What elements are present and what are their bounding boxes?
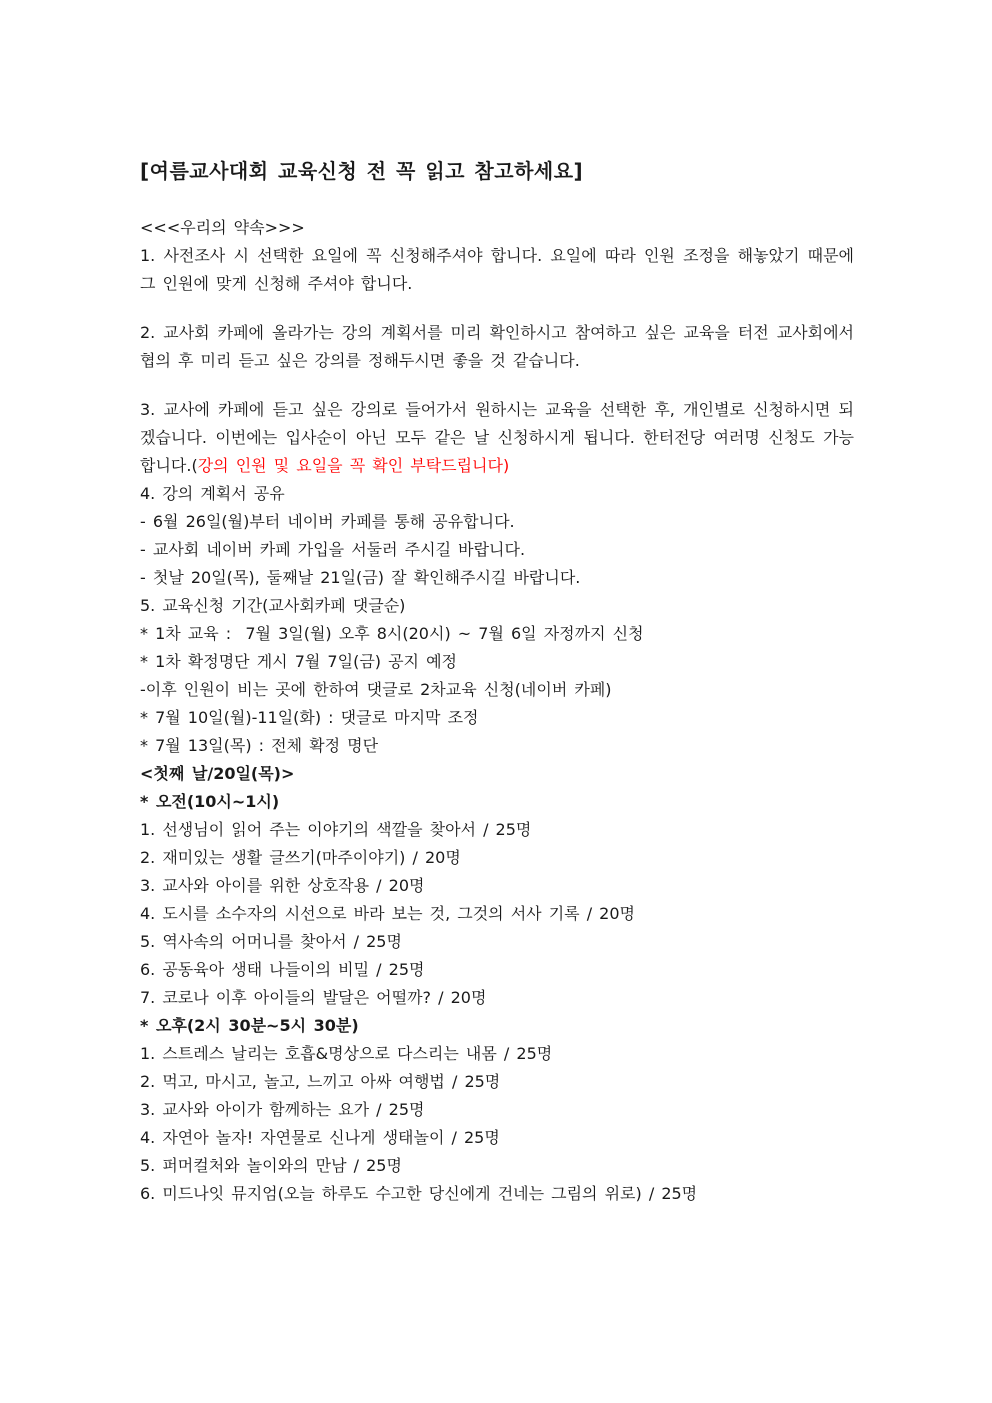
note-paragraph-1: 1. 사전조사 시 선택한 요일에 꼭 신청해주셔야 합니다. 요일에 따라 인원 조정을 해놓았기 때문에 그 인원에 맞게 신청해 주셔야 합니다. <box>140 246 854 293</box>
section-5-item: * 1차 교육 : 7월 3일(월) 오후 8시(20시) ~ 7월 6일 자정까지 신청 <box>140 624 644 643</box>
note-paragraph-3 <box>140 396 854 480</box>
afternoon-header: * 오후(2시 30분~5시 30분) <box>140 1016 359 1035</box>
afternoon-course-item: 6. 미드나잇 뮤지엄(오늘 하루도 수고한 당신에게 건네는 그림의 위로) / 25명 <box>140 1184 698 1203</box>
note-paragraph-2: 2. 교사회 카페에 올라가는 강의 계획서를 미리 확인하시고 참여하고 싶은 교육을 터전 교사회에서 협의 후 미리 듣고 싶은 강의를 정해두시면 좋을 것 같습니다. <box>140 323 854 370</box>
note-3-red-warning: 강의 인원 및 요일을 꼭 확인 부탁드립니다) <box>197 456 510 475</box>
morning-course-item: 3. 교사와 아이를 위한 상호작용 / 20명 <box>140 876 425 895</box>
section-lecture-plan-share <box>140 480 854 592</box>
morning-course-item: 4. 도시를 소수자의 시선으로 바라 보는 것, 그것의 서사 기록 / 20명 <box>140 904 635 923</box>
morning-course-item: 7. 코로나 이후 아이들의 발달은 어떨까? / 20명 <box>140 988 487 1007</box>
section-4-bullet: - 6월 26일(월)부터 네이버 카페를 통해 공유합니다. <box>140 512 515 531</box>
promise-header: <<<우리의 약속>>> <box>140 218 305 237</box>
morning-course-item: 6. 공동육아 생태 나들이의 비밀 / 25명 <box>140 960 425 979</box>
day1-heading: <첫째 날/20일(목)> <box>140 764 295 783</box>
section-registration-period <box>140 592 854 760</box>
afternoon-course-item: 3. 교사와 아이가 함께하는 요가 / 25명 <box>140 1100 425 1119</box>
day1-schedule <box>140 760 854 1208</box>
morning-course-item: 1. 선생님이 읽어 주는 이야기의 색깔을 찾아서 / 25명 <box>140 820 532 839</box>
section-4-bullet: - 첫날 20일(목), 둘째날 21일(금) 잘 확인해주시길 바랍니다. <box>140 568 581 587</box>
section-5-header: 5. 교육신청 기간(교사회카페 댓글순) <box>140 596 406 615</box>
afternoon-course-item: 2. 먹고, 마시고, 놀고, 느끼고 아싸 여행법 / 25명 <box>140 1072 501 1091</box>
section-5-item: * 7월 13일(목) : 전체 확정 명단 <box>140 736 379 755</box>
afternoon-course-item: 5. 퍼머컬처와 놀이와의 만남 / 25명 <box>140 1156 402 1175</box>
afternoon-course-item: 4. 자연아 놀자! 자연물로 신나게 생태놀이 / 25명 <box>140 1128 500 1147</box>
section-4-bullet: - 교사회 네이버 카페 가입을 서둘러 주시길 바랍니다. <box>140 540 526 559</box>
section-4-header: 4. 강의 계획서 공유 <box>140 484 285 503</box>
section-5-item: * 7월 10일(월)-11일(화) : 댓글로 마지막 조정 <box>140 708 479 727</box>
section-5-item: * 1차 확정명단 게시 7월 7일(금) 공지 예정 <box>140 652 458 671</box>
section-5-item: -이후 인원이 비는 곳에 한하여 댓글로 2차교육 신청(네이버 카페) <box>140 680 612 699</box>
morning-course-item: 2. 재미있는 생활 글쓰기(마주이야기) / 20명 <box>140 848 461 867</box>
morning-header: * 오전(10시~1시) <box>140 792 280 811</box>
morning-course-item: 5. 역사속의 어머니를 찾아서 / 25명 <box>140 932 402 951</box>
afternoon-course-item: 1. 스트레스 날리는 호흡&명상으로 다스리는 내몸 / 25명 <box>140 1044 553 1063</box>
note-3-body-text: 3. 교사에 카페에 듣고 싶은 강의로 들어가서 원하시는 교육을 선택한 후, 개인별로 신청하시면 되겠습니다. 이번에는 입사순이 아닌 모두 같은 날 신청하시게 됩니다. 한터전당 여러명 신청도 가능 합니다.( <box>140 400 854 475</box>
document-title: [여름교사대회 교육신청 전 꼭 읽고 참고하세요] <box>140 159 584 183</box>
